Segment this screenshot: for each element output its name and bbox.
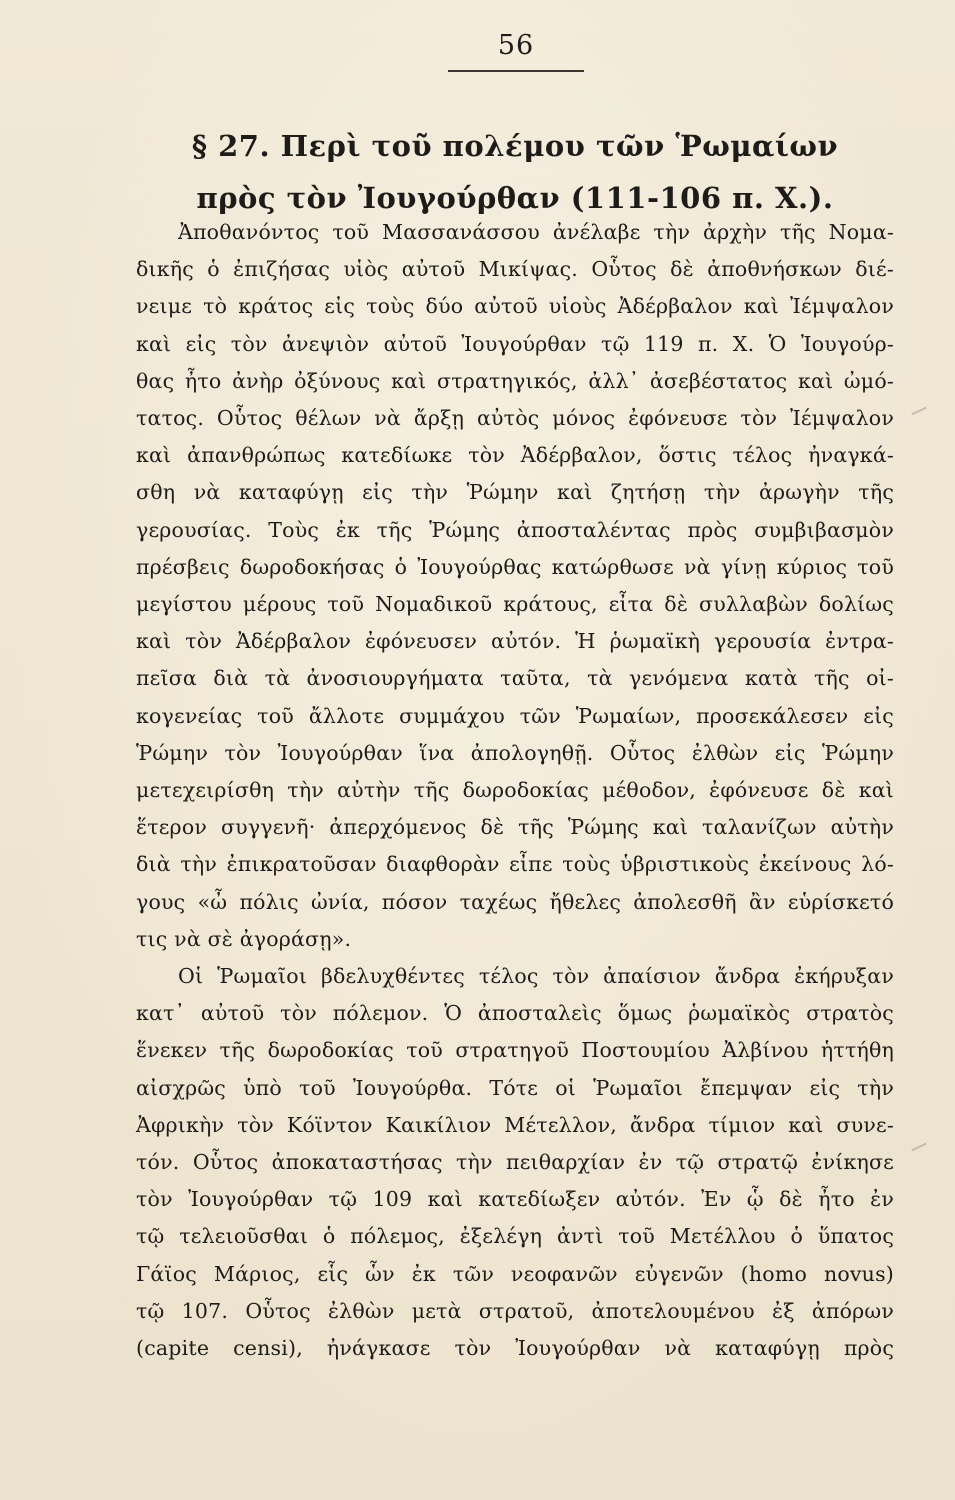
text-line: Γάϊος Μάριος, εἷς ὧν ἐκ τῶν νεοφανῶν εὐγενῶν (homo novus) <box>136 1261 894 1286</box>
margin-pencil-mark <box>911 1143 926 1152</box>
text-line: ἕτερον συγγενῆ· ἀπερχόμενος δὲ τῆς Ῥώμης καὶ ταλανίζων αὐτὴν <box>136 815 894 840</box>
text-line: ἕνεκεν τῆς δωροδοκίας τοῦ στρατηγοῦ Ποστουμίου Ἀλβίνου ἡττήθη <box>136 1038 894 1063</box>
text-line: αἰσχρῶς ὑπὸ τοῦ Ἰουγούρθα. Τότε οἱ Ῥωμαῖοι ἔπεμψαν εἰς τὴν <box>136 1075 894 1100</box>
section-heading-line-2: πρὸς τὸν Ἰουγούρθαν (111-106 π. Χ.). <box>196 181 834 215</box>
text-line: Ῥώμην τὸν Ἰουγούρθαν ἵνα ἀπολογηθῇ. Οὗτος ἐλθὼν εἰς Ῥώμην <box>136 740 894 765</box>
paragraph-1 <box>136 214 894 958</box>
page-number-rule <box>448 70 584 72</box>
text-line: (capite censi), ἠνάγκασε τὸν Ἰουγούρθαν νὰ καταφύγῃ πρὸς <box>136 1336 894 1361</box>
text-line: κογενείας τοῦ ἄλλοτε συμμάχου τῶν Ῥωμαίων, προσεκάλεσεν εἰς <box>136 703 894 728</box>
text-line: τόν. Οὗτος ἀποκαταστήσας τὴν πειθαρχίαν ἐν τῷ στρατῷ ἐνίκησε <box>136 1150 894 1175</box>
text-line: σθη νὰ καταφύγῃ εἰς τὴν Ῥώμην καὶ ζητήσῃ τὴν ἀρωγὴν τῆς <box>136 480 894 505</box>
text-line: τις νὰ σὲ ἀγοράσῃ». <box>136 926 352 951</box>
text-line: θας ἦτο ἀνὴρ ὀξύνους καὶ στρατηγικός, ἀλλ᾽ ἀσεβέστατος καὶ ὠμό- <box>136 368 894 393</box>
margin-pencil-mark <box>911 407 926 416</box>
text-line: γερουσίας. Τοὺς ἐκ τῆς Ῥώμης ἀποσταλέντας πρὸς συμβιβασμὸν <box>136 517 894 542</box>
paragraph-2 <box>136 958 894 1367</box>
text-line: μεγίστου μέρους τοῦ Νομαδικοῦ κράτους, εἶτα δὲ συλλαβὼν δολίως <box>136 592 894 617</box>
text-line: νειμε τὸ κράτος εἰς τοὺς δύο αὐτοῦ υἱοὺς Ἀδέρβαλον καὶ Ἰέμψαλον <box>136 294 894 319</box>
text-line: πεῖσα διὰ τὰ ἀνοσιουργήματα ταῦτα, τὰ γενόμενα κατὰ τῆς οἰ- <box>136 666 894 691</box>
section-heading <box>120 120 910 224</box>
text-line: Ἀποθανόντος τοῦ Μασσανάσσου ἀνέλαβε τὴν ἀρχὴν τῆς Νομα- <box>178 220 894 244</box>
text-line: τῷ 107. Οὗτος ἐλθὼν μετὰ στρατοῦ, ἀποτελουμένου ἐξ ἀπόρων <box>136 1298 894 1323</box>
text-line: διὰ τὴν ἐπικρατοῦσαν διαφθορὰν εἶπε τοὺς ὑβριστικοὺς ἐκείνους λό- <box>136 852 894 877</box>
text-line: γους «ὦ πόλις ὠνία, πόσον ταχέως ἤθελες ἀπολεσθῆ ἂν εὑρίσκετό <box>136 889 894 914</box>
text-line: καὶ εἰς τὸν ἀνεψιὸν αὐτοῦ Ἰουγούρθαν τῷ 119 π. Χ. Ὁ Ἰουγούρ- <box>136 331 894 356</box>
text-line: τῷ τελειοῦσθαι ὁ πόλεμος, ἐξελέγη ἀντὶ τοῦ Μετέλλου ὁ ὕπατος <box>136 1224 894 1249</box>
text-line: Ἀφρικὴν τὸν Κόϊντον Καικίλιον Μέτελλον, ἄνδρα τίμιον καὶ συνε- <box>136 1112 894 1137</box>
text-line: πρέσβεις δωροδοκήσας ὁ Ἰουγούρθας κατώρθωσε νὰ γίνῃ κύριος τοῦ <box>136 554 894 579</box>
text-line: καὶ ἀπανθρώπως κατεδίωκε τὸν Ἀδέρβαλον, ὅστις τέλος ἠναγκά- <box>136 443 894 468</box>
text-line: μετεχειρίσθη τὴν αὐτὴν τῆς δωροδοκίας μέθοδον, ἐφόνευσε δὲ καὶ <box>136 778 894 803</box>
page-number: 56 <box>497 30 535 61</box>
body-text <box>136 214 894 1367</box>
text-line: καὶ τὸν Ἀδέρβαλον ἐφόνευσεν αὐτόν. Ἡ ῥωμαϊκὴ γερουσία ἐντρα- <box>136 629 894 654</box>
text-line: κατ᾽ αὐτοῦ τὸν πόλεμον. Ὁ ἀποσταλεὶς ὅμως ῥωμαϊκὸς στρατὸς <box>136 1001 894 1026</box>
text-line: δικῆς ὁ ἐπιζήσας υἱὸς αὐτοῦ Μικίψας. Οὗτος δὲ ἀποθνήσκων διέ- <box>136 257 894 282</box>
text-line: τὸν Ἰουγούρθαν τῷ 109 καὶ κατεδίωξεν αὐτόν. Ἐν ᾧ δὲ ἦτο ἐν <box>136 1187 894 1212</box>
text-line: τατος. Οὗτος θέλων νὰ ἄρξῃ αὐτὸς μόνος ἐφόνευσε τὸν Ἰέμψαλον <box>136 406 894 431</box>
text-line: Οἱ Ῥωμαῖοι βδελυχθέντες τέλος τὸν ἀπαίσιον ἄνδρα ἐκήρυξαν <box>178 964 894 989</box>
section-heading-line-1: § 27. Περὶ τοῦ πολέμου τῶν Ῥωμαίων <box>191 129 839 163</box>
